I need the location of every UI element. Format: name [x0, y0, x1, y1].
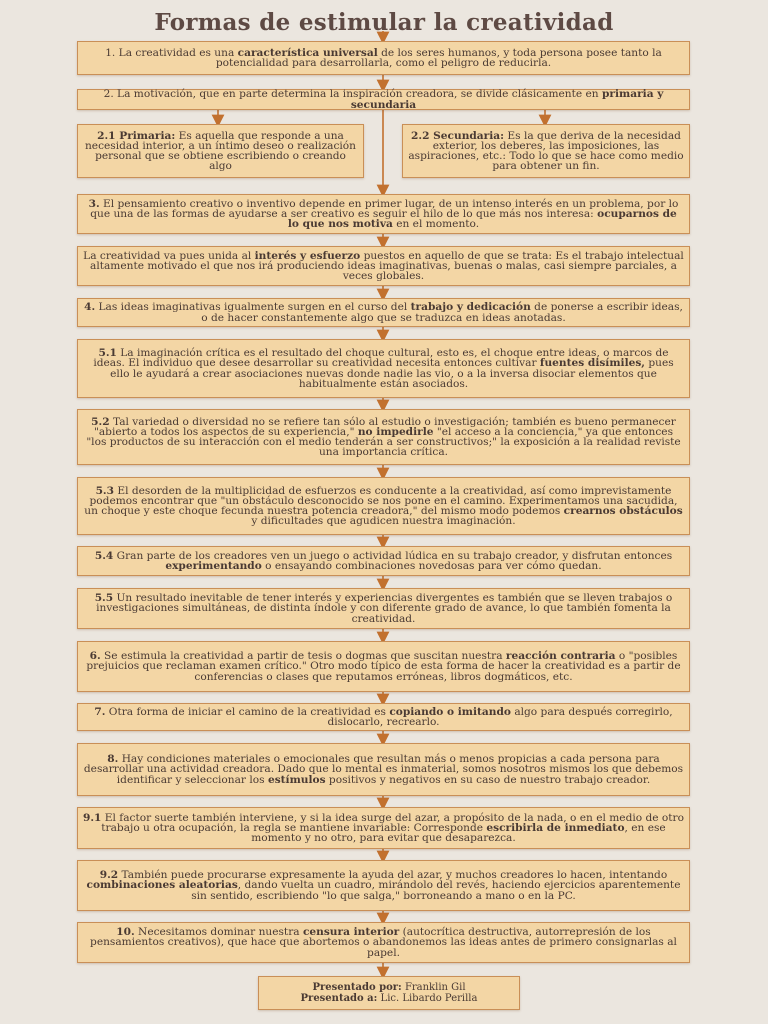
box-text-highlight: escribirla de inmediato	[486, 821, 625, 834]
box-text	[83, 870, 684, 901]
box-text	[83, 89, 684, 109]
box-text-segment: de los seres humanos, y toda persona posee tanto la potencialidad para desarrollarla, como el peligro de reducirla.	[215, 46, 662, 69]
box-text	[83, 48, 684, 68]
box-text-highlight: 10.	[116, 926, 135, 939]
box-text-segment: 1. La creatividad es una	[105, 46, 238, 59]
box-text-highlight: 6.	[89, 650, 101, 663]
box-text-segment: La imaginación crítica es el resultado del choque cultural, esto es, el choque entre ideas, o marcos de ideas. El individuo que desee desarrollar su creatividad necesita entonces cultivar	[93, 347, 669, 370]
box-text-highlight: crearnos obstáculos	[563, 505, 683, 517]
box-text	[83, 754, 684, 785]
box-text-highlight: 4.	[84, 301, 96, 314]
box-5-5-resultado-inevitable	[77, 588, 690, 629]
box-text-segment: algo para después corregirlo, dislocarlo, recrearlo.	[327, 705, 673, 728]
box-text	[83, 199, 684, 230]
box-text-segment: El pensamiento creativo o inventivo depende en primer lugar, de un intenso interés en un problema, por lo que una de las formas de ayudarse a ser creativo es seguir el hilo de lo que más nos interesa:	[90, 197, 679, 220]
box-text-highlight: 7.	[94, 705, 106, 718]
box-3b-interes-esfuerzo	[77, 246, 690, 286]
box-text-highlight: 3.	[88, 197, 100, 210]
box-text-segment: de ponerse a escribir ideas, o de hacer constantemente algo que se traduzca en ideas anotadas.	[201, 301, 683, 324]
box-2-motivacion	[77, 89, 690, 110]
box-text-highlight: censura interior	[302, 926, 400, 939]
box-text-segment: Se estimula la creatividad a partir de tesis o dogmas que suscitan nuestra	[100, 650, 506, 663]
box-text-segment: Las ideas imaginativas igualmente surgen en el curso del	[95, 301, 411, 314]
box-text-segment: y dificultades que agudicen nuestra imaginación.	[251, 515, 516, 528]
box-text-highlight: estímulos	[267, 773, 326, 786]
box-text	[83, 486, 684, 527]
box-text-segment: (autocrítica destructiva, autorrepresión de los pensamientos creativos), que hace que abortemos o abandonemos las ideas antes de primero consignarlas al papel.	[90, 926, 677, 959]
box-9-2-ayuda-azar	[77, 860, 690, 911]
box-text	[83, 251, 684, 282]
box-text	[83, 302, 684, 322]
credits-label-by: Presentado por:	[312, 982, 402, 993]
box-text-segment: Necesitamos dominar nuestra	[134, 926, 303, 939]
box-text	[83, 131, 358, 172]
box-1-creatividad-universal	[77, 41, 690, 75]
box-2-2-secundaria	[402, 124, 690, 178]
box-4-trabajo-dedicacion	[77, 298, 690, 327]
box-text-highlight: combinaciones aleatorias	[86, 879, 238, 892]
box-text-segment: Hay condiciones materiales o emocionales que resultan más o menos propicias a cada persona para desarrollar una actividad creadora. Dado que lo mental es inmaterial, somos nosotros mismos los que debemos identificar y seleccionar los	[83, 753, 684, 786]
box-text-segment: El factor suerte también interviene, y si la idea surge del azar, a propósito de la nada, o en el medio de otro trabajo u otra ocupación, la regla se mantiene invariable: Corresponde	[101, 811, 684, 834]
box-text-segment: También puede procurarse expresamente la ayuda del azar, y muchos creadores lo hacen, intentando	[118, 869, 668, 882]
box-text-highlight: 5.5	[94, 592, 114, 605]
box-text-segment: en el momento.	[392, 218, 480, 231]
box-text-segment: Otra forma de iniciar el camino de la creatividad es	[105, 705, 390, 718]
box-text-highlight: experimentando	[165, 560, 262, 572]
box-text-segment: 2. La motivación, que en parte determina la inspiración creadora, se divide clásicamente en	[103, 88, 602, 101]
box-text-segment: positivos y negativos en su caso de nuestro trabajo creador.	[325, 773, 651, 786]
box-text-highlight: 2.2 Secundaria:	[411, 129, 505, 142]
box-text	[83, 927, 684, 958]
box-text-highlight: interés y esfuerzo	[254, 249, 361, 262]
box-8-condiciones	[77, 743, 690, 796]
box-text	[83, 651, 684, 682]
box-text	[83, 707, 684, 727]
box-text-segment: o ensayando combinaciones novedosas para ver cómo quedan.	[261, 560, 602, 572]
box-text-segment: , en ese momento y no otro, para evitar que desaparezca.	[251, 821, 666, 845]
box-text-segment: "el acceso a la conciencia," ya que entonces "los productos de su interacción con el medio tenderán a ser constructivos;" la exposición a la realidad reviste una importancia crítica.	[86, 425, 681, 459]
box-9-1-factor-suerte	[77, 807, 690, 849]
box-text-segment: puestos en aquello de que se trata: Es el trabajo intelectual altamente motivado el que nos irá produciendo ideas imaginativas, buenas o malas, casi siempre parciales, a veces globales.	[90, 249, 684, 283]
box-text-highlight: no impedirle	[357, 425, 434, 438]
box-text	[83, 593, 684, 624]
box-text-highlight: 9.2	[99, 869, 119, 882]
box-5-4-juego	[77, 546, 690, 576]
box-text-segment: , dando vuelta un cuadro, mirándolo del revés, haciendo ejercicios aparentemente sin sentido, escribiendo "lo que salga," borroneando a mano o en la PC.	[191, 879, 681, 902]
box-10-censura-interior	[77, 922, 690, 963]
box-text-highlight: 5.3	[95, 484, 114, 497]
box-text-segment: Es aquella que responde a una necesidad interior, a un íntimo deseo o realización personal que se obtiene escribiendo o creando algo	[84, 129, 356, 173]
credits-box	[258, 976, 520, 1010]
box-3-pensamiento-creativo	[77, 194, 690, 234]
box-text-segment: Es la que deriva de la necesidad exterior, los deberes, las imposiciones, las aspiraciones, etc.: Todo lo que se hace como medio para obtener un fin.	[408, 129, 684, 173]
box-text-segment: pues ello le ayudará a crear asociaciones nuevas donde nadie las vio, o a la inversa disociar elementos que habitualmente están asociados.	[110, 357, 674, 390]
box-5-3-desorden	[77, 477, 690, 535]
box-6-reaccion-contraria	[77, 641, 690, 692]
box-text	[83, 813, 684, 844]
box-text-segment: El desorden de la multiplicidad de esfuerzos es conducente a la creatividad, así como imprevistamente podemos encontrar que "un obstáculo desconocido se nos pone en el camino. Experimentamos una sacudida, un choque y este choque fecunda nuestra potencia creadora," del mismo modo podemos	[84, 484, 678, 517]
box-text-highlight: reacción contraria	[505, 650, 616, 663]
credits-value-to: Lic. Libardo Perilla	[380, 993, 478, 1004]
box-text	[408, 131, 684, 172]
diagram-title: Formas de estimular la creatividad	[154, 9, 614, 36]
box-text-segment: La creatividad va pues unida al	[83, 249, 255, 262]
box-text-segment: Tal variedad o diversidad no se refiere tan sólo al estudio o investigación; también es bueno permanecer "abierto a todos los aspectos de su experiencia,"	[93, 415, 676, 438]
box-text-highlight: 9.1	[83, 811, 102, 824]
box-text-segment: o "posibles prejuicios que reclaman examen crítico." Otro modo típico de esta forma de hacer la creatividad es a partir de conferencias o clases que reputamos erróneas, libros dogmáticos, etc.	[86, 650, 681, 683]
box-text-highlight: característica universal	[237, 46, 378, 59]
box-text-highlight: 5.4	[94, 549, 114, 562]
box-text-highlight: 5.1	[98, 347, 117, 360]
box-7-copiando-imitando	[77, 703, 690, 731]
credits-value-by: Franklin Gil	[404, 982, 466, 993]
box-text-highlight: copiando o imitando	[389, 705, 511, 718]
box-2-1-primaria	[77, 124, 364, 178]
box-text-highlight: primaria y secundaria	[350, 88, 664, 111]
box-text-highlight: ocuparnos de lo que nos motiva	[287, 207, 677, 231]
box-text-highlight: trabajo y dedicación	[410, 301, 531, 314]
credits-label-to: Presentado a:	[300, 993, 378, 1004]
box-text-highlight: 2.1 Primaria:	[97, 129, 176, 142]
box-text	[83, 348, 684, 389]
box-text-highlight: 5.2	[91, 415, 110, 428]
box-5-2-variedad-diversidad	[77, 409, 690, 465]
box-5-1-imaginacion-critica	[77, 339, 690, 398]
box-text	[83, 417, 684, 458]
box-text-highlight: 8.	[107, 753, 119, 766]
box-text-highlight: fuentes disímiles,	[539, 357, 645, 370]
box-text	[83, 551, 684, 571]
box-text-segment: Un resultado inevitable de tener interés y experiencias divergentes es también que se lleven trabajos o investigaciones simultáneas, de distinta índole y con diferente grado de avance, lo que también fomenta la creatividad.	[96, 592, 673, 625]
box-text-segment: Gran parte de los creadores ven un juego o actividad lúdica en su trabajo creador, y disfrutan entonces	[113, 549, 673, 562]
